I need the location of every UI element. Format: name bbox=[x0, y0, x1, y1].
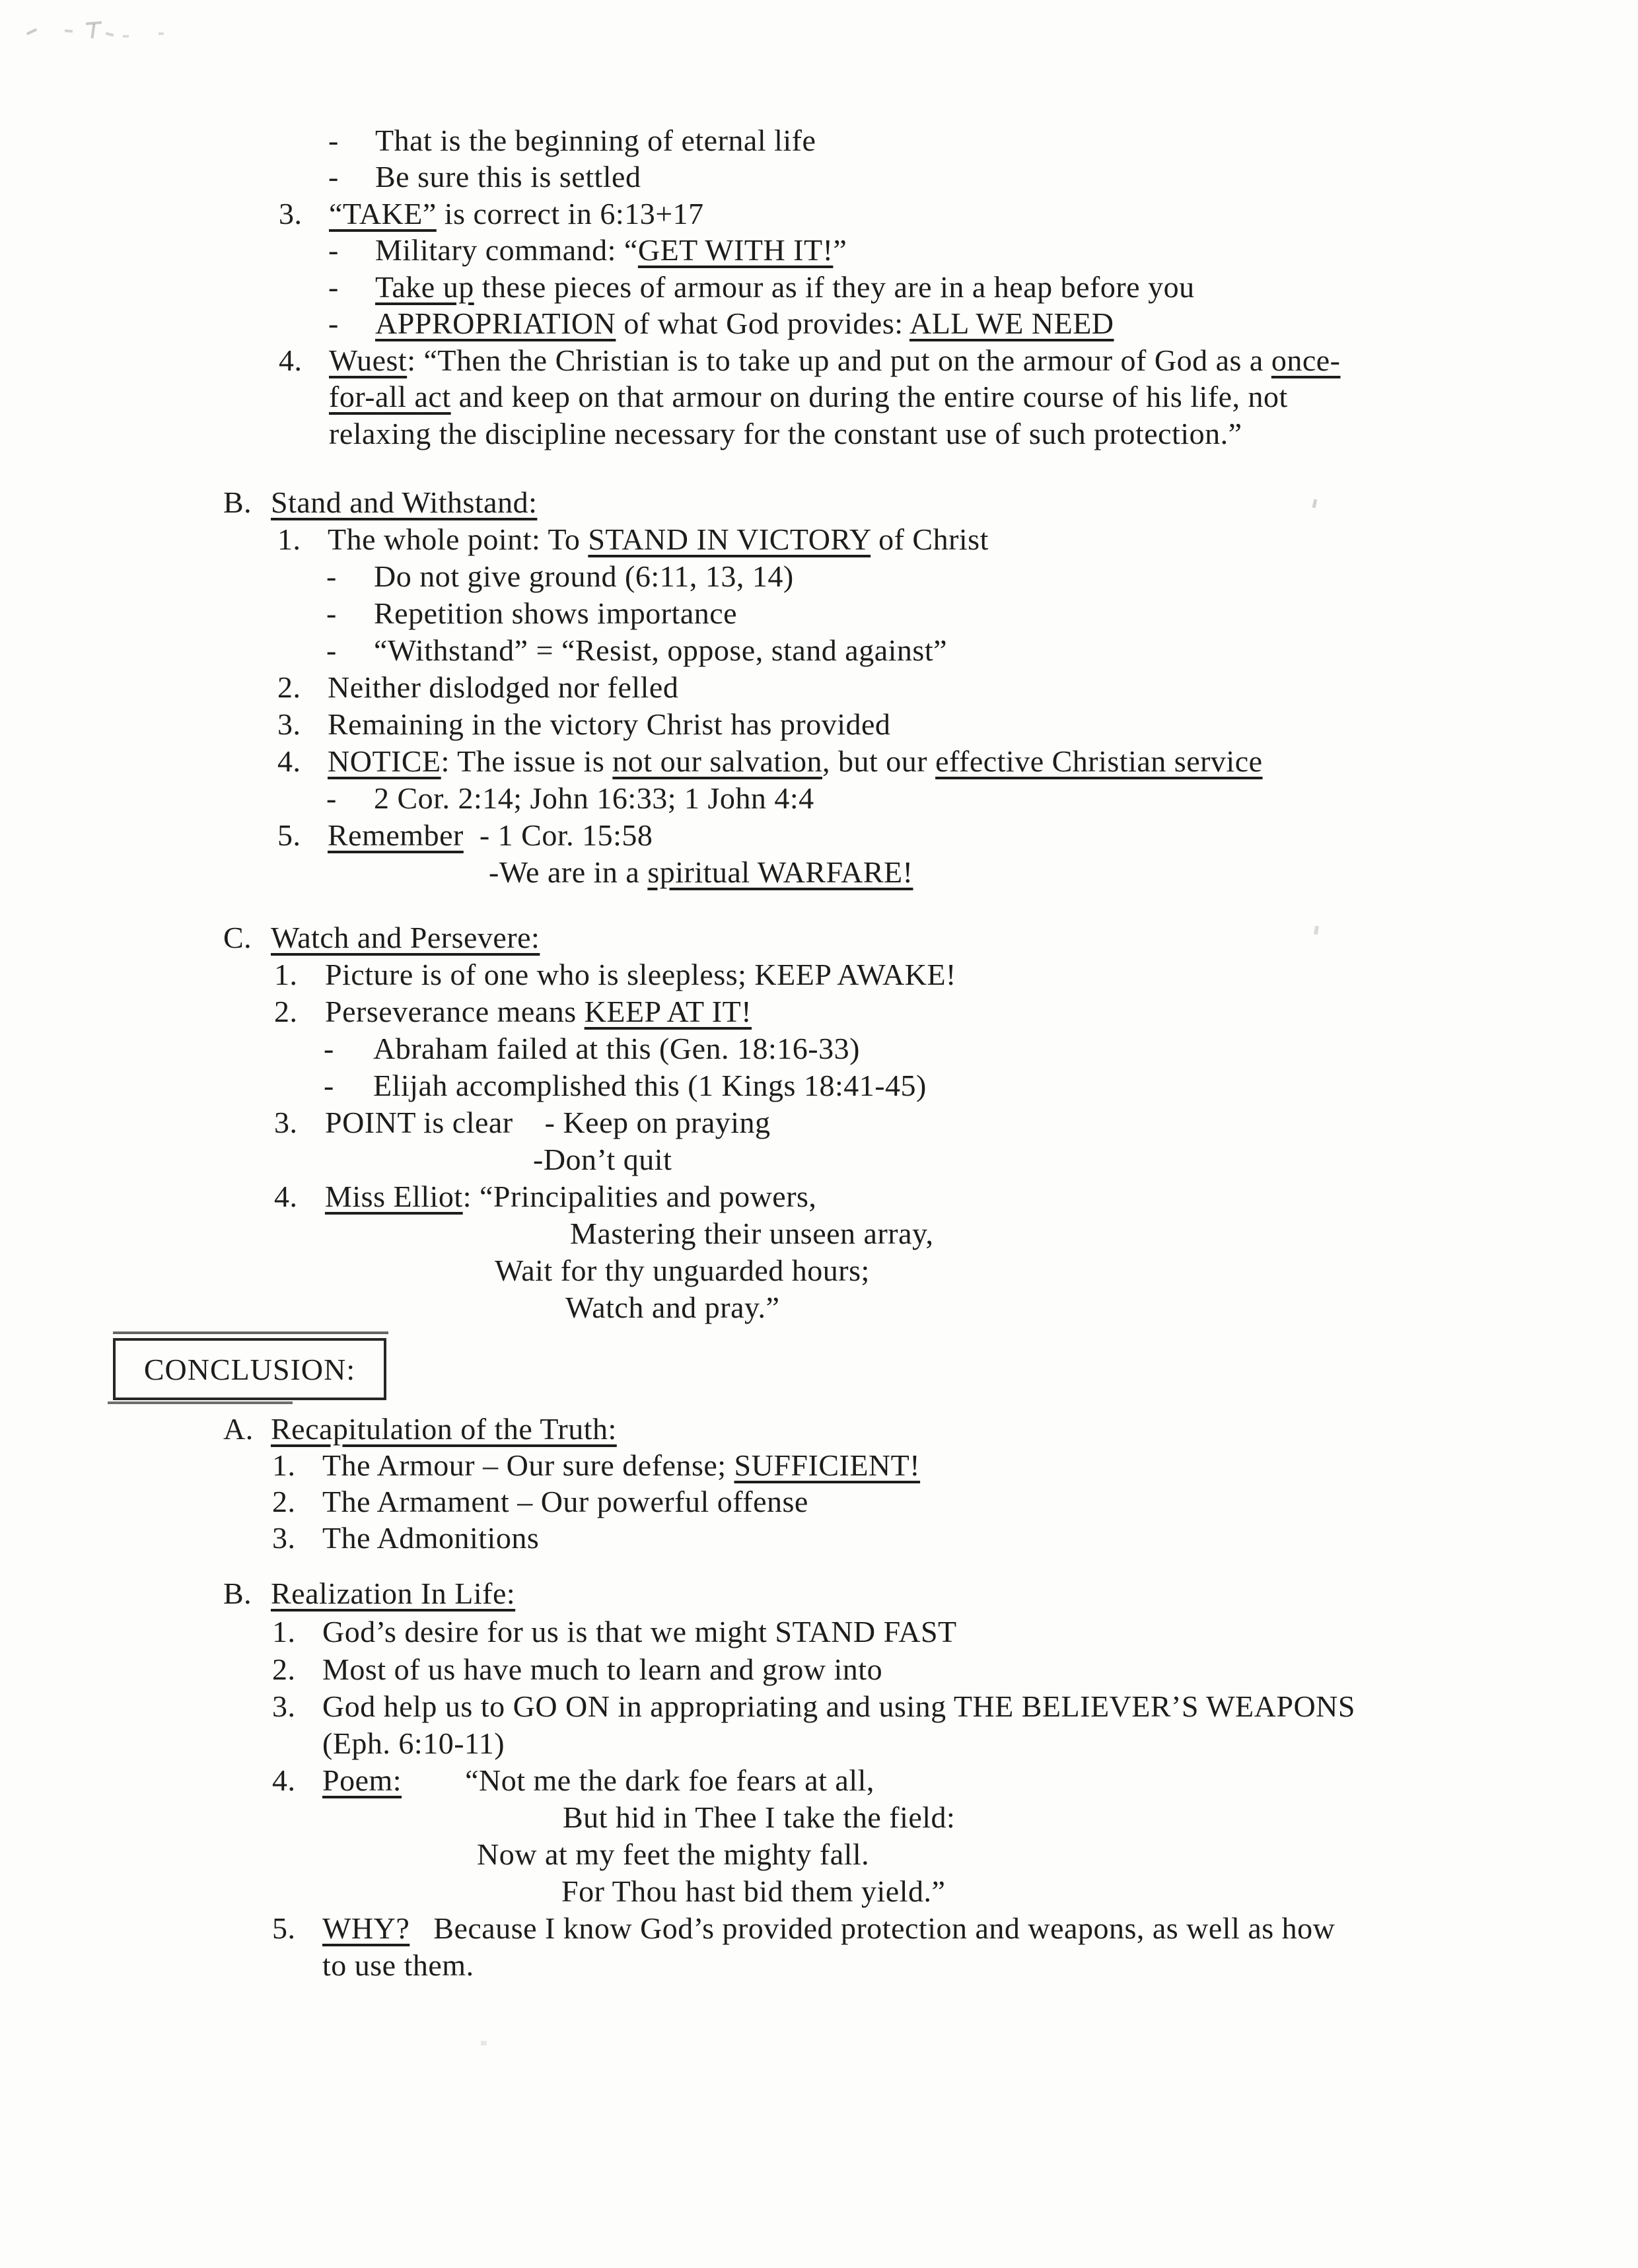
line-text bbox=[533, 1143, 672, 1178]
text-segment: Because I know God’s provided protection and weapons, as well as how bbox=[410, 1911, 1335, 1945]
text-segment: “Not me the dark foe fears at all, bbox=[402, 1763, 874, 1797]
text-segment: (Eph. 6:10-11) bbox=[322, 1726, 505, 1760]
text-segment: For Thou hast bid them yield.” bbox=[561, 1874, 946, 1908]
list-marker: 2. bbox=[272, 1485, 296, 1518]
line-text bbox=[271, 1412, 617, 1447]
line-text bbox=[373, 1032, 860, 1067]
list-marker: - bbox=[326, 559, 337, 593]
scan-artifact bbox=[1312, 499, 1318, 509]
line-text bbox=[374, 633, 947, 668]
list-marker: - bbox=[326, 596, 337, 630]
text-segment: Do not give ground (6:11, 13, 14) bbox=[374, 559, 794, 593]
list-marker: 3. bbox=[277, 707, 301, 741]
text-segment: -Don’t quit bbox=[533, 1143, 672, 1176]
list-marker: 4. bbox=[272, 1763, 296, 1797]
line-text bbox=[322, 1689, 1355, 1724]
text-segment: is correct in 6:13+17 bbox=[436, 197, 704, 230]
scan-artifact bbox=[65, 29, 73, 32]
line-text bbox=[322, 1448, 920, 1483]
underlined-text: WHY? bbox=[322, 1911, 410, 1945]
underlined-text: Recapitulation of the Truth: bbox=[271, 1412, 617, 1446]
line-text bbox=[325, 1180, 816, 1215]
scan-artifact bbox=[26, 28, 37, 35]
line-text bbox=[322, 1615, 957, 1650]
underlined-text: effective Christian service bbox=[935, 744, 1263, 778]
list-marker: - bbox=[324, 1032, 334, 1065]
line-text bbox=[325, 995, 752, 1030]
line-text bbox=[375, 160, 641, 195]
text-segment: of what God provides: bbox=[616, 306, 909, 340]
text-segment: -We are in a bbox=[489, 855, 648, 889]
underlined-text: KEEP AT IT! bbox=[584, 995, 752, 1028]
list-marker: - bbox=[326, 633, 337, 667]
line-text bbox=[329, 343, 1341, 378]
line-text bbox=[322, 1652, 882, 1687]
text-segment: God’s desire for us is that we might STAND FAST bbox=[322, 1615, 957, 1648]
line-text bbox=[565, 1291, 779, 1326]
list-marker: B. bbox=[223, 485, 252, 519]
text-segment: ” bbox=[833, 233, 847, 267]
text-segment: “Withstand” = “Resist, oppose, stand against” bbox=[374, 633, 948, 667]
text-segment: God help us to GO ON in appropriating and using THE BELIEVER’S WEAPONS bbox=[322, 1689, 1355, 1723]
underlined-text: Remember bbox=[328, 818, 464, 852]
text-segment: Military command: “ bbox=[375, 233, 638, 267]
line-text bbox=[271, 485, 537, 520]
scan-artifact bbox=[159, 32, 164, 35]
text-segment: of Christ bbox=[871, 522, 989, 556]
list-marker: - bbox=[328, 233, 339, 267]
scan-artifact bbox=[113, 1331, 388, 1334]
line-text bbox=[329, 380, 1288, 415]
text-segment: : The issue is bbox=[441, 744, 613, 778]
text-segment: Repetition shows importance bbox=[374, 596, 738, 630]
text-segment: Wait for thy unguarded hours; bbox=[495, 1254, 870, 1287]
underlined-text: GET WITH IT! bbox=[637, 233, 834, 267]
conclusion-box bbox=[113, 1338, 386, 1400]
list-marker: 5. bbox=[277, 818, 301, 852]
line-text bbox=[489, 855, 913, 890]
list-marker: - bbox=[328, 270, 339, 304]
list-marker: - bbox=[328, 124, 339, 157]
underlined-text: spiritual WARFARE! bbox=[647, 855, 913, 889]
underlined-text: Poem: bbox=[322, 1763, 402, 1797]
text-segment: : “Then the Christian is to take up and put on the armour of God as a bbox=[407, 343, 1271, 377]
text-segment: Most of us have much to learn and grow into bbox=[322, 1652, 883, 1686]
line-text bbox=[271, 1577, 515, 1612]
underlined-text: Realization In Life: bbox=[271, 1577, 516, 1610]
list-marker: 2. bbox=[272, 1652, 296, 1686]
text-segment: Be sure this is settled bbox=[375, 160, 641, 194]
list-marker: - bbox=[328, 160, 339, 194]
text-segment: 2 Cor. 2:14; John 16:33; 1 John 4:4 bbox=[374, 781, 814, 815]
scan-artifact bbox=[1314, 926, 1319, 935]
line-text bbox=[561, 1874, 945, 1909]
text-segment: Elijah accomplished this (1 Kings 18:41-45) bbox=[373, 1069, 927, 1102]
text-segment: The Admonitions bbox=[322, 1521, 540, 1555]
text-segment: Perseverance means bbox=[325, 995, 585, 1028]
list-marker: 1. bbox=[274, 958, 298, 991]
line-text bbox=[477, 1837, 869, 1872]
line-text bbox=[328, 707, 890, 742]
line-text bbox=[570, 1217, 934, 1252]
underlined-text: “TAKE” bbox=[329, 197, 437, 230]
line-text bbox=[375, 233, 847, 268]
text-segment: Abraham failed at this (Gen. 18:16-33) bbox=[373, 1032, 860, 1065]
text-segment: - 1 Cor. 15:58 bbox=[463, 818, 653, 852]
text-segment: Remaining in the victory Christ has provided bbox=[328, 707, 891, 741]
line-text bbox=[322, 1521, 539, 1556]
line-text bbox=[328, 818, 653, 853]
line-text bbox=[271, 921, 540, 956]
line-text bbox=[563, 1800, 955, 1835]
line-text bbox=[329, 417, 1242, 452]
underlined-text: Take up bbox=[375, 270, 474, 304]
underlined-text: not our salvation bbox=[612, 744, 822, 778]
text-segment: Picture is of one who is sleepless; KEEP AWAKE! bbox=[325, 958, 956, 991]
text-segment: , but our bbox=[822, 744, 936, 778]
scan-artifact bbox=[108, 1401, 293, 1404]
list-marker: 4. bbox=[279, 343, 303, 377]
list-marker: - bbox=[324, 1069, 334, 1102]
underlined-text: Watch and Persevere: bbox=[271, 921, 540, 954]
underlined-text: Miss Elliot bbox=[325, 1180, 463, 1213]
text-segment: The Armament – Our powerful offense bbox=[322, 1485, 808, 1518]
list-marker: 3. bbox=[279, 197, 303, 230]
list-marker: 3. bbox=[272, 1521, 296, 1555]
text-segment: : “Principalities and powers, bbox=[462, 1180, 817, 1213]
scan-artifact bbox=[90, 24, 95, 38]
conclusion-label: CONCLUSION: bbox=[143, 1352, 356, 1386]
scan-artifact bbox=[123, 35, 129, 38]
list-marker: 1. bbox=[272, 1615, 296, 1648]
text-segment: relaxing the discipline necessary for the constant use of such protection.” bbox=[329, 417, 1242, 450]
underlined-text: Stand and Withstand: bbox=[271, 485, 538, 519]
text-segment: Mastering their unseen array, bbox=[570, 1217, 934, 1250]
text-segment: That is the beginning of eternal life bbox=[375, 124, 816, 157]
text-segment: The Armour – Our sure defense; bbox=[322, 1448, 734, 1482]
line-text bbox=[374, 559, 794, 594]
line-text bbox=[322, 1763, 874, 1798]
line-text bbox=[329, 197, 704, 232]
text-segment: The whole point: To bbox=[328, 522, 588, 556]
list-marker: C. bbox=[223, 921, 252, 954]
list-marker: - bbox=[328, 306, 339, 340]
text-segment: to use them. bbox=[322, 1948, 474, 1982]
text-segment: POINT is clear - Keep on praying bbox=[325, 1106, 771, 1139]
line-text bbox=[374, 596, 737, 631]
list-marker: B. bbox=[223, 1577, 252, 1610]
list-marker: 4. bbox=[274, 1180, 298, 1213]
underlined-text: for-all act bbox=[329, 380, 451, 413]
list-marker: 1. bbox=[277, 522, 301, 556]
text-segment: But hid in Thee I take the field: bbox=[563, 1800, 956, 1834]
list-marker: - bbox=[326, 781, 337, 815]
underlined-text: STAND IN VICTORY bbox=[588, 522, 871, 556]
underlined-text: SUFFICIENT! bbox=[734, 1448, 921, 1482]
list-marker: 3. bbox=[274, 1106, 298, 1139]
text-segment: and keep on that armour on during the entire course of his life, not bbox=[450, 380, 1288, 413]
line-text bbox=[322, 1726, 505, 1761]
list-marker: 2. bbox=[277, 670, 301, 704]
underlined-text: Wuest bbox=[329, 343, 408, 377]
text-segment: these pieces of armour as if they are in a heap before you bbox=[474, 270, 1195, 304]
list-marker: 1. bbox=[272, 1448, 296, 1482]
scan-artifact bbox=[106, 32, 114, 37]
line-text bbox=[322, 1911, 1335, 1946]
underlined-text: once- bbox=[1271, 343, 1341, 377]
line-text bbox=[373, 1069, 927, 1104]
list-marker: 4. bbox=[277, 744, 301, 778]
line-text bbox=[374, 781, 814, 816]
underlined-text: ALL WE NEED bbox=[909, 306, 1114, 340]
list-marker: 5. bbox=[272, 1911, 296, 1945]
line-text bbox=[322, 1485, 808, 1520]
underlined-text: APPROPRIATION bbox=[375, 306, 616, 340]
text-segment: Watch and pray.” bbox=[565, 1291, 780, 1324]
line-text bbox=[325, 958, 956, 993]
text-segment: Now at my feet the mighty fall. bbox=[477, 1837, 870, 1871]
line-text bbox=[328, 522, 989, 557]
line-text bbox=[328, 670, 678, 705]
line-text bbox=[375, 124, 816, 159]
list-marker: 2. bbox=[274, 995, 298, 1028]
text-segment: Neither dislodged nor felled bbox=[328, 670, 679, 704]
line-text bbox=[495, 1254, 870, 1289]
line-text bbox=[325, 1106, 771, 1141]
line-text bbox=[322, 1948, 474, 1983]
line-text bbox=[375, 306, 1114, 341]
list-marker: A. bbox=[223, 1412, 254, 1446]
underlined-text: NOTICE bbox=[328, 744, 441, 778]
line-text bbox=[375, 270, 1195, 305]
list-marker: 3. bbox=[272, 1689, 296, 1723]
line-text bbox=[328, 744, 1263, 779]
scan-artifact bbox=[481, 2041, 487, 2045]
